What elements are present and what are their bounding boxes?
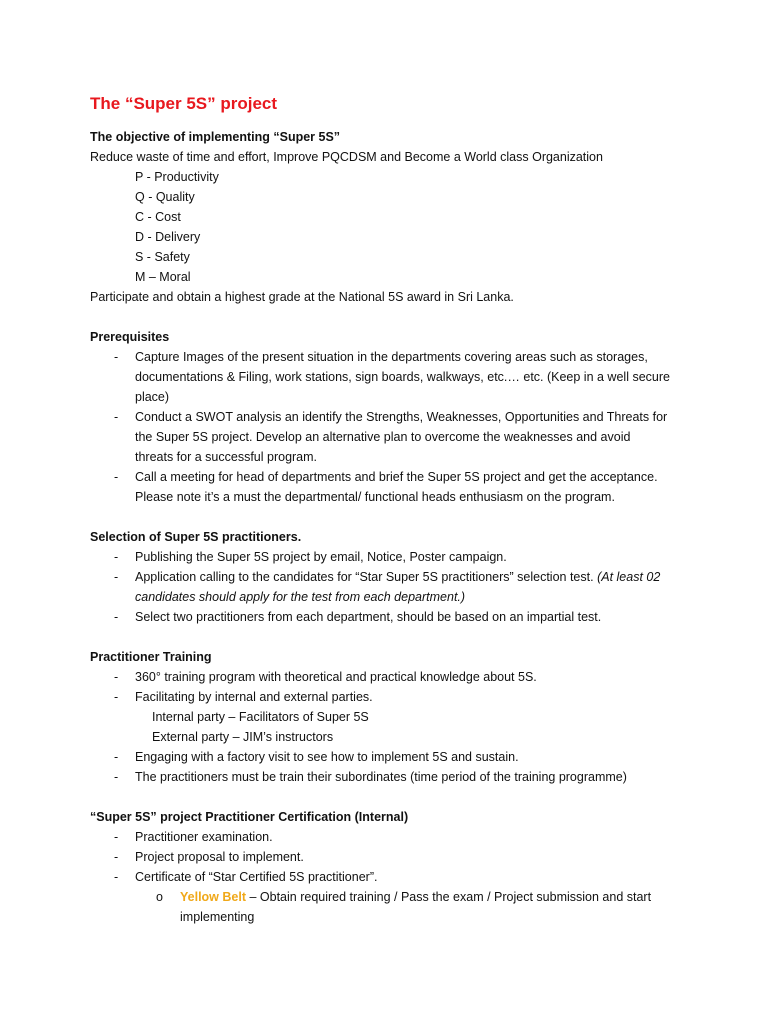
list-item-line: Conduct a SWOT analysis an identify the Strengths, Weaknesses, Opportunities and Threats for: [135, 410, 668, 424]
dash-bullet: -: [114, 670, 119, 684]
list-item-text: Certificate of “Star Certified 5S practitioner”.: [135, 870, 378, 884]
list-item-line: threats for a successful program.: [135, 450, 318, 464]
list-item-line: Please note it’s a must the departmental/ functional heads enthusiasm on the program.: [135, 490, 615, 504]
list-item: [90, 607, 690, 627]
pqcdsm-item: C - Cost: [135, 210, 181, 224]
list-item: [90, 747, 690, 767]
list-item: [90, 687, 690, 707]
internal-party: Internal party – Facilitators of Super 5S: [152, 710, 369, 724]
list-item-text: Select two practitioners from each department, should be based on an impartial test.: [135, 610, 602, 624]
objective-heading: The objective of implementing “Super 5S”: [90, 130, 341, 144]
list-item: [90, 547, 690, 567]
dash-bullet: -: [114, 770, 119, 784]
sub-list-item: [90, 887, 690, 927]
objective-closing: Participate and obtain a highest grade at the National 5S award in Sri Lanka.: [90, 290, 514, 304]
list-item-text: 360° training program with theoretical and practical knowledge about 5S.: [135, 670, 537, 684]
italic-note: (At least 02: [597, 570, 661, 584]
list-item: [90, 827, 690, 847]
dash-bullet: -: [114, 750, 119, 764]
dash-bullet: -: [114, 550, 119, 564]
certification-section: [90, 807, 690, 927]
selection-heading: Selection of Super 5S practitioners.: [90, 530, 302, 544]
list-item: [90, 867, 690, 887]
dash-bullet: -: [114, 830, 119, 844]
list-item: [90, 467, 690, 507]
dash-bullet: -: [114, 690, 119, 704]
dash-bullet: -: [114, 850, 119, 864]
training-heading: Practitioner Training: [90, 650, 212, 664]
prerequisites-heading: Prerequisites: [90, 330, 170, 344]
selection-section: [90, 527, 690, 627]
list-item-text: Project proposal to implement.: [135, 850, 304, 864]
list-item: [90, 347, 690, 407]
list-item-text: Engaging with a factory visit to see how to implement 5S and sustain.: [135, 750, 519, 764]
training-section: [90, 647, 690, 787]
italic-note: candidates should apply for the test from each department.): [135, 590, 466, 604]
pqcdsm-item: M – Moral: [135, 270, 191, 284]
pqcdsm-item: S - Safety: [135, 250, 190, 264]
list-item: [90, 667, 690, 687]
dash-bullet: -: [114, 570, 119, 584]
document-page: [90, 92, 690, 927]
dash-bullet: -: [114, 610, 119, 624]
dash-bullet: -: [114, 870, 119, 884]
pqcdsm-item: P - Productivity: [135, 170, 219, 184]
list-item-line: the Super 5S project. Develop an alternative plan to overcome the weaknesses and avoid: [135, 430, 631, 444]
list-item-text: Publishing the Super 5S project by email, Notice, Poster campaign.: [135, 550, 507, 564]
dash-bullet: -: [114, 350, 119, 364]
pqcdsm-item: Q - Quality: [135, 190, 195, 204]
list-item: [90, 407, 690, 467]
objective-section: [90, 127, 690, 307]
belt-description-cont: implementing: [180, 910, 255, 924]
list-item-text: Practitioner examination.: [135, 830, 273, 844]
list-item-line: Call a meeting for head of departments and brief the Super 5S project and get the acceptance.: [135, 470, 658, 484]
dash-bullet: -: [114, 410, 119, 424]
belt-description: – Obtain required training / Pass the exam / Project submission and start: [246, 890, 652, 904]
list-item-text: Application calling to the candidates for “Star Super 5S practitioners” selection test.: [135, 570, 594, 584]
certification-heading: “Super 5S” project Practitioner Certification (Internal): [90, 810, 409, 824]
circle-bullet: o: [156, 890, 163, 904]
list-item-line: place): [135, 390, 170, 404]
list-item-text: Facilitating by internal and external parties.: [135, 690, 373, 704]
objective-intro: Reduce waste of time and effort, Improve PQCDSM and Become a World class Organization: [90, 150, 603, 164]
pqcdsm-item: D - Delivery: [135, 230, 201, 244]
list-item-line: Capture Images of the present situation in the departments covering areas such as storages,: [135, 350, 648, 364]
document-title: The “Super 5S” project: [90, 94, 278, 113]
list-item-text: The practitioners must be train their subordinates (time period of the training programme): [135, 770, 627, 784]
list-item: [90, 767, 690, 787]
dash-bullet: -: [114, 470, 119, 484]
external-party: External party – JIM’s instructors: [152, 730, 334, 744]
prerequisites-section: [90, 327, 690, 507]
list-item-line: documentations & Filing, work stations, sign boards, walkways, etc.… etc. (Keep in a well secure: [135, 370, 670, 384]
list-item: [90, 847, 690, 867]
yellow-belt-label: Yellow Belt: [180, 890, 246, 904]
list-item: [90, 567, 690, 607]
